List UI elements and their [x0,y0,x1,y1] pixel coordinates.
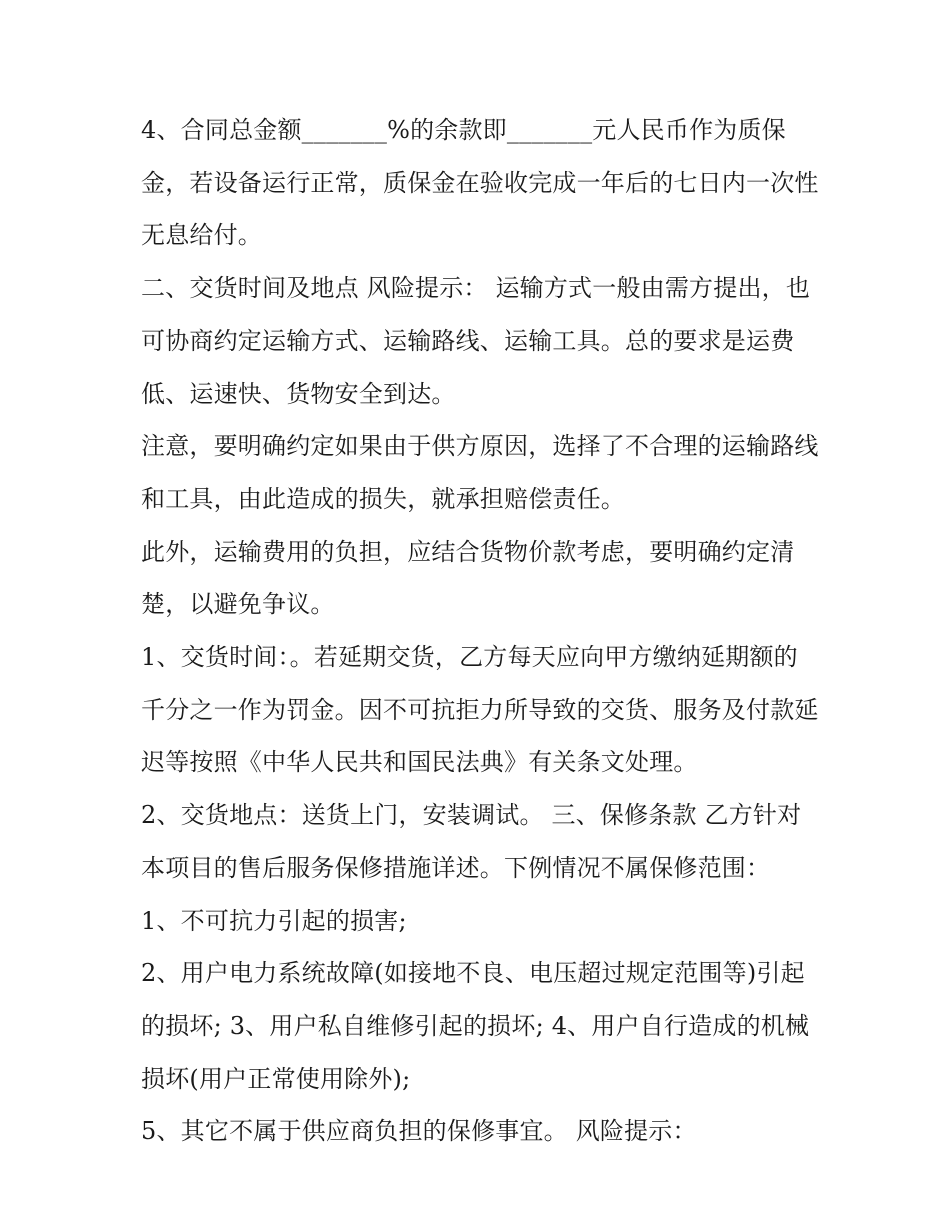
paragraph-exclusion-list: 2、用户电力系统故障(如接地不良、电压超过规定范围等)引起的损坏; 3、用户私自维修引起的损坏; 4、用户自行造成的机械损坏(用户正常使用除外); [141,959,810,1093]
paragraph-delivery-place: 2、交货地点：送货上门，安装调试。 三、保修条款 乙方针对本项目的售后服务保修措施详述。下例情况不属保修范围： [141,801,802,882]
paragraph-transport-notice: 注意，要明确约定如果由于供方原因，选择了不合理的运输路线和工具，由此造成的损失，就承担赔偿责任。 [141,432,819,513]
paragraph-transport-cost: 此外，运输费用的负担，应结合货物价款考虑，要明确约定清楚，以避免争议。 [141,537,795,619]
paragraph-delivery-risk: 二、交货时间及地点 风险提示： 运输方式一般由需方提出，也可协商约定运输方式、运输路线、运输工具。总的要求是运费低、运速快、货物安全到达。 [141,274,811,408]
paragraph-exclusion-force-majeure: 1、不可抗力引起的损害; [141,906,407,935]
document-page [141,104,821,1158]
paragraph-delivery-time: 1、交货时间：。若延期交货，乙方每天应向甲方缴纳延期额的千分之一作为罚金。因不可抗拒力所导致的交货、服务及付款延迟等按照《中华人民共和国民法典》有关条文处理。 [141,643,819,777]
paragraph-retention-money: 4、合同总金额_______%的余款即_______元人民币作为质保金，若设备运行正常，质保金在验收完成一年后的七日内一次性无息给付。 [141,116,819,250]
paragraph-other-exclusions: 5、其它不属于供应商负担的保修事宜。 风险提示： [141,1117,697,1146]
